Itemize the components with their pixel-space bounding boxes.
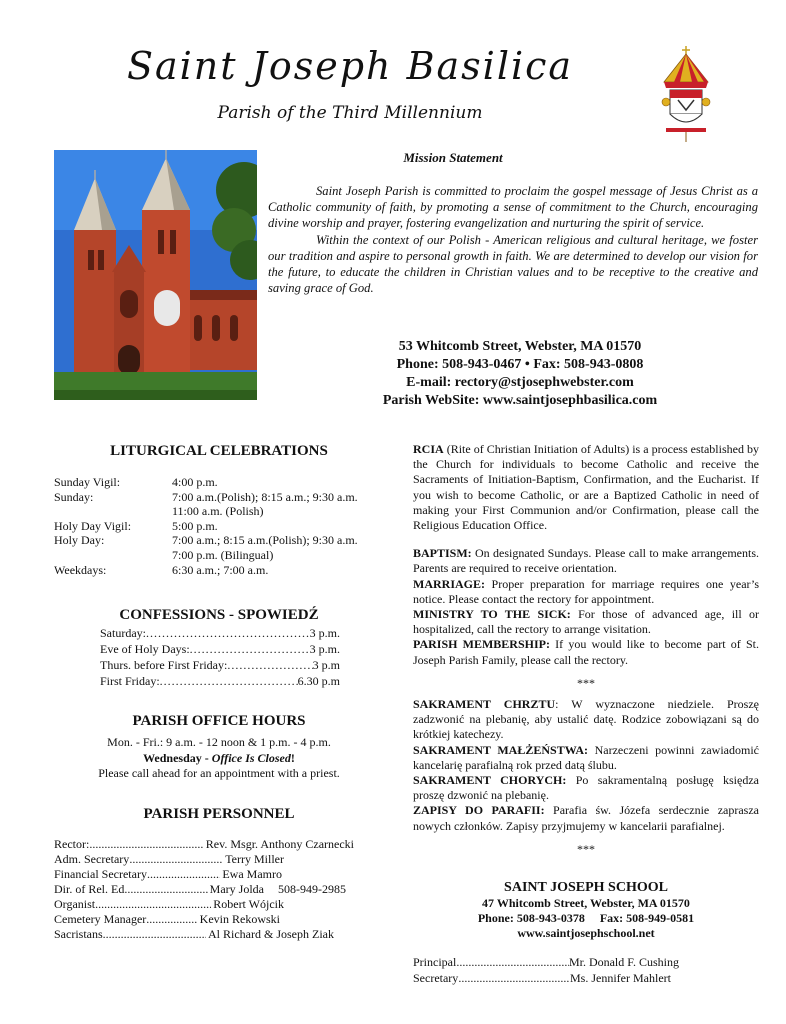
leader-dots — [103, 927, 206, 942]
page-subtitle: Parish of the Third Millennium — [217, 103, 483, 123]
membership-paragraph — [413, 637, 759, 667]
confessions-heading: CONFESSIONS - SPOWIEDŹ — [119, 607, 319, 623]
personnel-name: Al Richard & Joseph Ziak — [208, 927, 334, 941]
malzenstwa-label: SAKRAMENT MAŁŻEŃSTWA: — [413, 742, 589, 757]
personnel-row — [54, 897, 284, 912]
confessions-schedule — [100, 625, 340, 689]
personnel-role: Cemetery Manager — [54, 912, 147, 926]
confession-time: 6.30 p.m — [297, 674, 340, 688]
schedule-label: Sunday Vigil: — [54, 475, 121, 489]
personnel-row — [54, 867, 282, 882]
leader-dots — [127, 882, 207, 897]
personnel-row — [54, 882, 346, 897]
chorych-text: Po sakramentalną posługę księdza proszę dzwonić na plebanię. — [413, 773, 759, 803]
chrztu-paragraph — [413, 697, 759, 743]
schedule-row — [54, 504, 384, 519]
confession-row — [100, 641, 340, 657]
marriage-paragraph — [413, 577, 759, 607]
confession-row — [100, 625, 340, 641]
chrztu-text: : W wyznaczone niedziele. Proszę zadzwonić na plebanię, aby ustalić datę. Rodzice zobowiązani są do krótkiej katechezy. — [413, 697, 759, 742]
leader-dots — [89, 837, 203, 852]
office-hours-weekdays: Mon. - Fri.: 9 a.m. - 12 noon & 1 p.m. - 4 p.m. — [107, 735, 331, 749]
personnel-role: Adm. Secretary — [54, 852, 130, 866]
personnel-heading: PARISH PERSONNEL — [143, 806, 295, 822]
leader-dots — [147, 867, 220, 882]
schedule-row — [54, 519, 384, 534]
schedule-value: 11:00 a.m. (Polish) — [172, 504, 264, 519]
liturgical-schedule — [54, 475, 384, 577]
confession-time: 3 p.m. — [309, 642, 340, 656]
personnel-role: Sacristans — [54, 927, 103, 941]
mission-statement — [268, 183, 758, 296]
leader-dots — [458, 971, 570, 987]
marriage-label: MARRIAGE: — [413, 576, 485, 591]
schedule-value: 4:00 p.m. — [172, 475, 218, 489]
office-hours-note: Please call ahead for an appointment with a priest. — [98, 766, 340, 780]
leader-dots — [227, 657, 312, 673]
sick-text: For those of advanced age, ill or hospitalized, call the rectory to arrange visitation. — [413, 607, 760, 637]
confession-row — [100, 673, 340, 689]
personnel-row — [54, 837, 354, 852]
office-hours — [54, 735, 384, 782]
personnel-name: Kevin Rekowski — [199, 912, 280, 926]
wednesday-exclaim: ! — [290, 750, 295, 765]
schedule-row — [54, 533, 384, 548]
confession-label: Thurs. before First Friday: — [100, 658, 228, 672]
sick-label: MINISTRY TO THE SICK: — [413, 607, 571, 622]
parish-phone-fax: Phone: 508-943-0467 • Fax: 508-943-0808 — [396, 357, 644, 372]
zapisy-label: ZAPISY DO PARAFII: — [413, 803, 545, 818]
school-name: SAINT JOSEPH SCHOOL — [504, 880, 668, 895]
personnel-row — [54, 912, 280, 927]
personnel-name: Terry Miller — [225, 852, 284, 866]
parish-website: Parish WebSite: www.saintjosephbasilica.com — [382, 393, 658, 408]
mission-paragraph-2: Within the context of our Polish - American religious and cultural heritage, we foster our tradition and aspire to personal growth in faith. We are determined to develop our vision for the future, to educate the children in Christian values and to be receptive to the creative and saving grace of God. — [268, 232, 758, 296]
personnel-row — [54, 927, 334, 942]
baptism-paragraph — [413, 546, 759, 576]
schedule-label: Holy Day: — [54, 533, 105, 548]
confession-label: Eve of Holy Days: — [100, 642, 190, 656]
staff-name: Ms. Jennifer Mahlert — [570, 970, 671, 985]
schedule-value: 6:30 a.m.; 7:00 a.m. — [172, 562, 269, 577]
schedule-value: 5:00 p.m. — [172, 518, 218, 533]
leader-dots — [146, 625, 310, 641]
parish-address: 53 Whitcomb Street, Webster, MA 01570 — [398, 339, 642, 354]
confession-label: First Friday: — [100, 674, 160, 688]
page-title: Saint Joseph Basilica — [126, 44, 574, 88]
membership-text: If you would like to become part of St. Joseph Parish Family, please call the rectory. — [413, 637, 759, 667]
personnel-phone: 508-949-2985 — [278, 882, 346, 896]
baptism-text: On designated Sundays. Please call to make arrangements. Parents are required to receive orientation. — [413, 546, 759, 576]
office-hours-wednesday — [54, 751, 384, 767]
chorych-label: SAKRAMENT CHORYCH: — [413, 773, 567, 788]
confession-row — [100, 657, 340, 673]
personnel-role: Dir. of Rel. Ed. — [54, 882, 128, 896]
wednesday-closed-note: Office Is Closed — [211, 750, 291, 765]
office-hours-heading: PARISH OFFICE HOURS — [132, 713, 306, 729]
rcia-text: (Rite of Christian Initiation of Adults) is a process established by the Church for individuals to become Catholic and receive the Sacraments of Initiation-Baptism, Confirmation, and the Eucharist. If you wish to become Catholic, or are a Baptized Catholic in need of making your First Communion and/or Confirmation, please call the Religious Education Office. — [413, 442, 759, 533]
schedule-label: Holy Day Vigil: — [54, 518, 132, 533]
mission-paragraph-1: Saint Joseph Parish is committed to proclaim the gospel message of Jesus Christ as a Catholic community of faith, by promoting a sense of commitment to the Church, encouraging divine worship and prayer, fostering evangelization and nurturing the spirit of service. — [268, 184, 758, 231]
schedule-label: Weekdays: — [54, 562, 107, 577]
zapisy-paragraph — [413, 803, 759, 833]
rcia-label: RCIA — [413, 442, 444, 456]
schedule-label — [54, 548, 172, 563]
leader-dots — [129, 852, 223, 867]
schedule-value: 7:00 p.m. (Bilingual) — [172, 547, 274, 562]
personnel-role: Financial Secretary — [54, 867, 147, 881]
personnel-row — [54, 852, 284, 867]
rcia-paragraph — [413, 442, 759, 533]
schedule-row — [54, 548, 384, 563]
school-website: www.saintjosephschool.net — [517, 926, 655, 940]
personnel-name: Rev. Msgr. Anthony Czarnecki — [205, 837, 354, 851]
separator-stars: *** — [577, 675, 595, 690]
staff-role: Principal — [413, 955, 457, 969]
leader-dots — [456, 955, 569, 971]
membership-label: PARISH MEMBERSHIP: — [413, 637, 550, 652]
personnel-list — [54, 837, 374, 942]
basilica-crest-icon — [656, 46, 716, 142]
parish-email: E-mail: rectory@stjosephwebster.com — [406, 375, 634, 390]
school-address: 47 Whitcomb Street, Webster, MA 01570 — [482, 896, 690, 910]
schedule-row — [54, 563, 384, 578]
school-block — [413, 880, 759, 941]
personnel-name: Ewa Mamro — [222, 867, 282, 881]
personnel-name: Robert Wójcik — [213, 897, 284, 911]
staff-role: Secretary — [413, 970, 459, 985]
leader-dots — [160, 673, 298, 689]
malzenstwa-text: Narzeczeni powinni zawiadomić kancelarię parafialną rok przed datą ślubu. — [413, 742, 760, 772]
chorych-paragraph — [413, 773, 759, 803]
personnel-name: Mary Jolda — [209, 882, 264, 896]
confession-time: 3 p.m. — [309, 626, 340, 640]
separator-stars: *** — [577, 841, 595, 856]
schedule-value: 7:00 a.m.; 8:15 a.m.(Polish); 9:30 a.m. — [172, 533, 358, 548]
staff-row — [413, 971, 671, 987]
malzenstwa-paragraph — [413, 743, 759, 773]
marriage-text: Proper preparation for marriage requires one year’s notice. Please contact the rectory for appointment. — [413, 576, 759, 606]
zapisy-text: Parafia św. Józefa serdecznie zaprasza nowych członków. Zapisy przyjmujemy w kancelarii parafialnej. — [413, 803, 760, 833]
wednesday-label: Wednesday - — [143, 750, 212, 765]
leader-dots — [146, 912, 197, 927]
personnel-role: Rector: — [54, 837, 90, 851]
staff-row — [413, 955, 679, 971]
staff-name: Mr. Donald F. Cushing — [568, 955, 679, 969]
chrztu-label: SAKRAMENT CHRZTU — [413, 697, 556, 712]
baptism-label: BAPTISM: — [413, 546, 472, 561]
schedule-row — [54, 490, 384, 505]
schedule-row — [54, 475, 384, 490]
leader-dots — [190, 641, 310, 657]
schedule-label — [54, 504, 172, 519]
confession-time: 3 p.m — [312, 658, 340, 672]
personnel-role: Organist — [54, 897, 96, 911]
schedule-value: 7:00 a.m.(Polish); 8:15 a.m.; 9:30 a.m. — [172, 489, 358, 504]
schedule-label: Sunday: — [54, 489, 94, 504]
sacraments-column — [413, 442, 759, 863]
church-photo — [54, 150, 257, 400]
sick-paragraph — [413, 607, 759, 637]
confession-label: Saturday: — [100, 626, 146, 640]
school-phone-fax: Phone: 508-943-0378 Fax: 508-949-0581 — [477, 911, 695, 925]
leader-dots — [95, 897, 211, 912]
liturgical-heading: LITURGICAL CELEBRATIONS — [110, 443, 328, 459]
school-staff — [413, 955, 713, 986]
parish-contact — [320, 338, 720, 410]
mission-heading: Mission Statement — [403, 150, 503, 165]
